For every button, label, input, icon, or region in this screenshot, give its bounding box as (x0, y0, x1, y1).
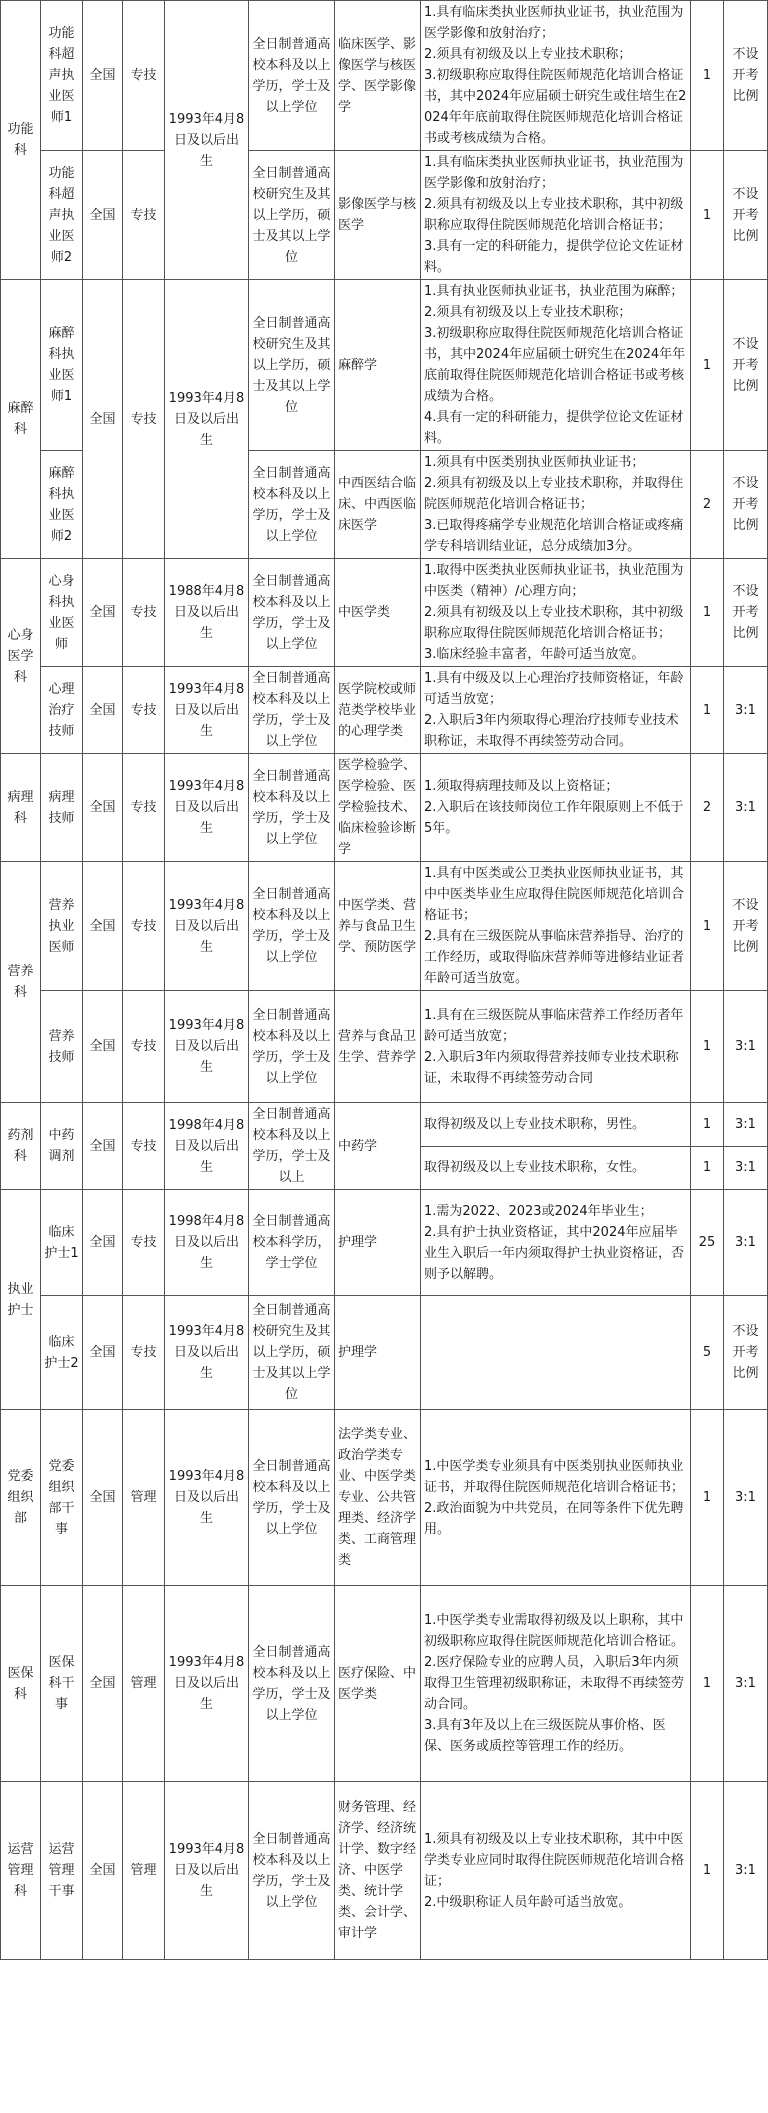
requirement-line: 2.中级职称证人员年龄可适当放宽。 (424, 1894, 632, 1910)
position-cell: 麻醉科执业医师2 (41, 451, 83, 559)
count-cell: 1 (691, 1103, 724, 1147)
count-cell: 2 (691, 451, 724, 559)
dept-cell: 党委组织部 (1, 1410, 41, 1586)
education-cell: 全日制普通高校研究生及其以上学历，硕士及其以上学位 (249, 1296, 335, 1410)
ratio-cell: 3:1 (724, 1410, 768, 1586)
education-cell: 全日制普通高校本科及以上学历，学士及以上学位 (249, 1410, 335, 1586)
position-cell: 临床护士1 (41, 1190, 83, 1296)
count-cell: 1 (691, 1, 724, 151)
type-cell: 专技 (123, 1103, 165, 1190)
table-row (1, 559, 768, 667)
requirements-cell (421, 1782, 691, 1960)
requirements-cell (421, 1146, 691, 1190)
requirement-line: 1.具有在三级医院从事临床营养工作经历者年龄可适当放宽； (424, 1007, 684, 1044)
count-cell: 1 (691, 559, 724, 667)
major-cell: 中药学 (335, 1103, 421, 1190)
requirement-line: 2.医疗保险专业的应聘人员，入职后3年内须取得卫生管理初级职称证，未取得不再续签劳动合同。 (424, 1655, 685, 1712)
requirement-line: 2.入职后3年内须取得心理治疗技师专业技术职称证，未取得不再续签劳动合同。 (424, 713, 679, 749)
major-cell: 护理学 (335, 1296, 421, 1410)
table-row (1, 1296, 768, 1410)
type-cell: 专技 (123, 1296, 165, 1410)
table-row (1, 1410, 768, 1586)
requirement-line: 1.具有中级及以上心理治疗技师资格证，年龄可适当放宽； (424, 671, 684, 707)
requirements-cell (421, 451, 691, 559)
requirement-line: 1.具有中医类或公卫类执业医师执业证书，其中中医类毕业生应取得住院医师规范化培训合格证书； (424, 866, 685, 923)
count-cell: 1 (691, 1146, 724, 1190)
area-cell: 全国 (83, 754, 123, 862)
dept-cell: 病理科 (1, 754, 41, 862)
count-cell: 1 (691, 667, 724, 754)
age-cell: 1993年4月8日及以后出生 (165, 754, 249, 862)
requirement-line: 1.中医学类专业须具有中医类别执业医师执业证书，并取得住院医师规范化培训合格证书； (424, 1458, 685, 1495)
count-cell: 1 (691, 280, 724, 451)
count-cell: 1 (691, 991, 724, 1103)
requirements-cell (421, 1, 691, 151)
requirements-cell (421, 862, 691, 991)
requirement-line: 2.入职后在该技师岗位工作年限原则上不低于5年。 (424, 800, 684, 836)
age-cell: 1998年4月8日及以后出生 (165, 1190, 249, 1296)
education-cell: 全日制普通高校本科及以上学历，学士及以上学位 (249, 1, 335, 151)
position-cell: 临床护士2 (41, 1296, 83, 1410)
table-row (1, 667, 768, 754)
requirement-line: 3.已取得疼痛学专业规范化培训合格证或疼痛学专科培训结业证，总分成绩加3分。 (424, 518, 684, 554)
table-row (1, 862, 768, 991)
position-cell: 党委组织部干事 (41, 1410, 83, 1586)
position-cell: 心理治疗技师 (41, 667, 83, 754)
type-cell: 管理 (123, 1410, 165, 1586)
area-cell: 全国 (83, 1296, 123, 1410)
count-cell: 1 (691, 862, 724, 991)
position-cell: 功能科超声执业医师1 (41, 1, 83, 151)
area-cell: 全国 (83, 667, 123, 754)
requirement-line: 2.须具有初级及以上专业技术职称，并取得住院医师规范化培训合格证书； (424, 476, 684, 512)
requirement-line: 1.具有临床类执业医师执业证书，执业范围为医学影像和放射治疗； (424, 5, 684, 41)
requirements-cell (421, 1296, 691, 1410)
area-cell: 全国 (83, 1, 123, 151)
ratio-cell: 不设开考比例 (724, 151, 768, 280)
requirement-line: 1.需为2022、2023或2024年毕业生； (424, 1203, 653, 1219)
education-cell: 全日制普通高校本科及以上学历，学士及以上学位 (249, 991, 335, 1103)
requirements-cell (421, 667, 691, 754)
type-cell: 专技 (123, 280, 165, 559)
ratio-cell: 不设开考比例 (724, 1, 768, 151)
position-cell: 功能科超声执业医师2 (41, 151, 83, 280)
ratio-cell: 3:1 (724, 1146, 768, 1190)
table-row (1, 1, 768, 151)
area-cell: 全国 (83, 151, 123, 280)
type-cell: 管理 (123, 1586, 165, 1782)
count-cell: 5 (691, 1296, 724, 1410)
ratio-cell: 3:1 (724, 1190, 768, 1296)
table-row (1, 1782, 768, 1960)
requirement-line: 1.须具有中医类别执业医师执业证书； (424, 455, 645, 470)
requirement-line: 2.须具有初级及以上专业技术职称； (424, 47, 632, 62)
education-cell: 全日制普通高校本科及以上学历，学士及以上学位 (249, 451, 335, 559)
count-cell: 1 (691, 151, 724, 280)
position-cell: 运营管理干事 (41, 1782, 83, 1960)
education-cell: 全日制普通高校本科及以上学历，学士及以上 (249, 1103, 335, 1190)
requirement-line: 1.须具有初级及以上专业技术职称，其中中医学类专业应同时取得住院医师规范化培训合格证； (424, 1831, 685, 1889)
ratio-cell: 不设开考比例 (724, 862, 768, 991)
dept-cell: 药剂科 (1, 1103, 41, 1190)
age-cell: 1993年4月8日及以后出生 (165, 1, 249, 280)
area-cell: 全国 (83, 991, 123, 1103)
requirements-cell (421, 559, 691, 667)
type-cell: 专技 (123, 754, 165, 862)
requirement-line: 1.中医学类专业需取得初级及以上职称，其中初级职称应取得住院医师规范化培训合格证。 (424, 1613, 685, 1649)
requirements-cell (421, 1586, 691, 1782)
age-cell: 1993年4月8日及以后出生 (165, 1296, 249, 1410)
major-cell: 影像医学与核医学 (335, 151, 421, 280)
requirement-line: 2.入职后3年内须取得营养技师专业技术职称证，未取得不再续签劳动合同 (424, 1049, 679, 1086)
dept-cell: 麻醉科 (1, 280, 41, 559)
major-cell: 麻醉学 (335, 280, 421, 451)
education-cell: 全日制普通高校研究生及其以上学历，硕士及其以上学位 (249, 280, 335, 451)
age-cell: 1998年4月8日及以后出生 (165, 1103, 249, 1190)
requirement-line: 2.政治面貌为中共党员，在同等条件下优先聘用。 (424, 1500, 684, 1537)
age-cell: 1993年4月8日及以后出生 (165, 991, 249, 1103)
requirement-line: 3.具有一定的科研能力，提供学位论文佐证材料。 (424, 239, 684, 275)
major-cell: 中西医结合临床、中西医临床医学 (335, 451, 421, 559)
major-cell: 法学类专业、政治学类专业、中医学类专业、公共管理类、经济学类、工商管理类 (335, 1410, 421, 1586)
education-cell: 全日制普通高校研究生及其以上学历，硕士及其以上学位 (249, 151, 335, 280)
area-cell: 全国 (83, 1410, 123, 1586)
dept-cell: 医保科 (1, 1586, 41, 1782)
education-cell: 全日制普通高校本科及以上学历，学士及以上学位 (249, 1586, 335, 1782)
ratio-cell: 不设开考比例 (724, 559, 768, 667)
table-row (1, 151, 768, 280)
age-cell: 1993年4月8日及以后出生 (165, 1782, 249, 1960)
position-cell: 营养技师 (41, 991, 83, 1103)
ratio-cell: 3:1 (724, 991, 768, 1103)
position-cell: 医保科干事 (41, 1586, 83, 1782)
ratio-cell: 不设开考比例 (724, 280, 768, 451)
requirement-line: 2.须具有初级及以上专业技术职称，其中初级职称应取得住院医师规范化培训合格证书； (424, 197, 684, 233)
age-cell: 1988年4月8日及以后出生 (165, 559, 249, 667)
requirement-line: 2.具有在三级医院从事临床营养指导、治疗的工作经历，或取得临床营养师等进修结业证者年龄可适当放宽。 (424, 929, 685, 986)
ratio-cell: 不设开考比例 (724, 1296, 768, 1410)
major-cell: 医疗保险、中医学类 (335, 1586, 421, 1782)
education-cell: 全日制普通高校本科及以上学历，学士及以上学位 (249, 754, 335, 862)
count-cell: 2 (691, 754, 724, 862)
type-cell: 专技 (123, 667, 165, 754)
table-row (1, 1103, 768, 1147)
requirements-cell (421, 991, 691, 1103)
age-cell: 1993年4月8日及以后出生 (165, 1586, 249, 1782)
requirements-cell (421, 1410, 691, 1586)
area-cell: 全国 (83, 1586, 123, 1782)
requirement-line: 取得初级及以上专业技术职称，男性。 (424, 1116, 646, 1132)
ratio-cell: 3:1 (724, 1586, 768, 1782)
requirement-line: 2.须具有初级及以上专业技术职称； (424, 305, 632, 320)
type-cell: 专技 (123, 1190, 165, 1296)
major-cell: 护理学 (335, 1190, 421, 1296)
education-cell: 全日制普通高校本科及以上学历，学士及以上学位 (249, 667, 335, 754)
requirements-cell (421, 151, 691, 280)
dept-cell: 运营管理科 (1, 1782, 41, 1960)
requirement-line: 3.临床经验丰富者，年龄可适当放宽。 (424, 647, 645, 662)
major-cell: 医学院校或师范类学校毕业的心理学类 (335, 667, 421, 754)
position-cell: 营养执业医师 (41, 862, 83, 991)
count-cell: 1 (691, 1410, 724, 1586)
requirement-line: 3.具有3年及以上在三级医院从事价格、医保、医务或质控等管理工作的经历。 (424, 1718, 666, 1754)
position-cell: 麻醉科执业医师1 (41, 280, 83, 451)
table-row (1, 754, 768, 862)
requirement-line: 3.初级职称应取得住院医师规范化培训合格证书，其中2024年应届硕士研究生或住培生在2024年年底前取得住院医师规范化培训合格证书或考核成绩为合格。 (424, 68, 687, 146)
education-cell: 全日制普通高校本科学历，学士学位 (249, 1190, 335, 1296)
requirement-line: 1.具有执业医师执业证书，执业范围为麻醉； (424, 284, 684, 299)
type-cell: 专技 (123, 1, 165, 151)
table-row (1, 991, 768, 1103)
major-cell: 营养与食品卫生学、营养学 (335, 991, 421, 1103)
age-cell: 1993年4月8日及以后出生 (165, 667, 249, 754)
major-cell: 中医学类、营养与食品卫生学、预防医学 (335, 862, 421, 991)
education-cell: 全日制普通高校本科及以上学历，学士及以上学位 (249, 559, 335, 667)
requirement-line: 2.须具有初级及以上专业技术职称，其中初级职称应取得住院医师规范化培训合格证书； (424, 605, 684, 641)
dept-cell: 营养科 (1, 862, 41, 1103)
age-cell: 1993年4月8日及以后出生 (165, 280, 249, 559)
dept-cell: 心身医学科 (1, 559, 41, 754)
requirement-line: 取得初级及以上专业技术职称，女性。 (424, 1160, 646, 1176)
requirements-cell (421, 280, 691, 451)
age-cell: 1993年4月8日及以后出生 (165, 1410, 249, 1586)
requirements-cell (421, 1103, 691, 1147)
table-row (1, 1190, 768, 1296)
position-cell: 病理技师 (41, 754, 83, 862)
table-row (1, 1586, 768, 1782)
requirement-line: 1.具有临床类执业医师执业证书，执业范围为医学影像和放射治疗； (424, 155, 684, 191)
major-cell: 财务管理、经济学、经济统计学、数字经济、中医学类、统计学类、会计学、审计学 (335, 1782, 421, 1960)
type-cell: 专技 (123, 991, 165, 1103)
requirement-line: 3.初级职称应取得住院医师规范化培训合格证书，其中2024年应届硕士研究生在2024年年底前取得住院医师规范化培训合格证书或考核成绩为合格。 (424, 326, 686, 404)
requirement-line: 2.具有护士执业资格证，其中2024年应届毕业生入职后一年内须取得护士执业资格证，否则予以解聘。 (424, 1224, 685, 1282)
major-cell: 中医学类 (335, 559, 421, 667)
requirement-line: 4.具有一定的科研能力，提供学位论文佐证材料。 (424, 410, 684, 446)
type-cell: 专技 (123, 862, 165, 991)
area-cell: 全国 (83, 1782, 123, 1960)
ratio-cell: 3:1 (724, 667, 768, 754)
dept-cell: 执业护士 (1, 1190, 41, 1410)
ratio-cell: 不设开考比例 (724, 451, 768, 559)
major-cell: 临床医学、影像医学与核医学、医学影像学 (335, 1, 421, 151)
area-cell: 全国 (83, 862, 123, 991)
area-cell: 全国 (83, 1103, 123, 1190)
count-cell: 25 (691, 1190, 724, 1296)
table-row (1, 280, 768, 451)
area-cell: 全国 (83, 280, 123, 559)
education-cell: 全日制普通高校本科及以上学历，学士及以上学位 (249, 1782, 335, 1960)
ratio-cell: 3:1 (724, 754, 768, 862)
type-cell: 专技 (123, 559, 165, 667)
age-cell: 1993年4月8日及以后出生 (165, 862, 249, 991)
ratio-cell: 3:1 (724, 1103, 768, 1147)
ratio-cell: 3:1 (724, 1782, 768, 1960)
type-cell: 专技 (123, 151, 165, 280)
area-cell: 全国 (83, 559, 123, 667)
count-cell: 1 (691, 1586, 724, 1782)
requirement-line: 1.须取得病理技师及以上资格证； (424, 779, 619, 794)
requirement-line: 1.取得中医类执业医师执业证书，执业范围为中医类（精神）/心理方向； (424, 563, 684, 599)
area-cell: 全国 (83, 1190, 123, 1296)
type-cell: 管理 (123, 1782, 165, 1960)
requirements-cell (421, 1190, 691, 1296)
dept-cell: 功能科 (1, 1, 41, 280)
requirements-cell (421, 754, 691, 862)
position-cell: 心身科执业医师 (41, 559, 83, 667)
major-cell: 医学检验学、医学检验、医学检验技术、临床检验诊断学 (335, 754, 421, 862)
count-cell: 1 (691, 1782, 724, 1960)
position-cell: 中药调剂 (41, 1103, 83, 1190)
education-cell: 全日制普通高校本科及以上学历，学士及以上学位 (249, 862, 335, 991)
